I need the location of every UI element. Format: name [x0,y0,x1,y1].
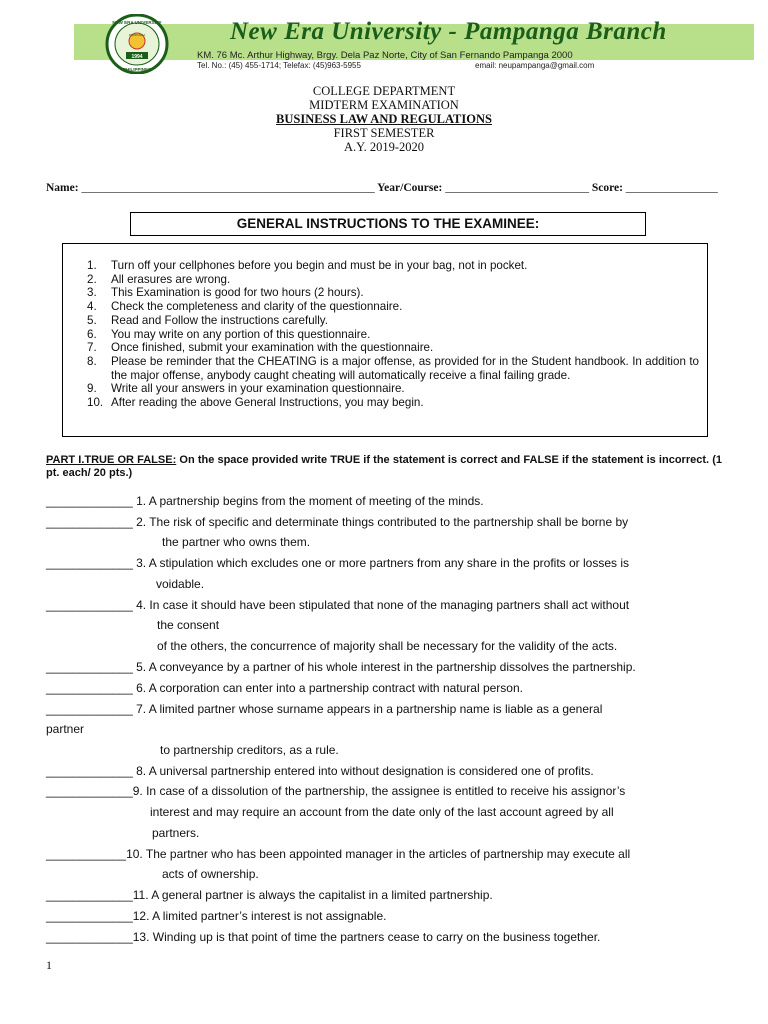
part1-instruction: On the space provided write TRUE if the statement is correct and FALSE if the statement is incorrect. (1 pt. each/ 20 pts.) [46,454,722,479]
name-label: Name: [46,182,79,194]
course-label: Year/Course: [377,182,443,194]
part1-heading [46,454,722,480]
question-10-cont: acts of ownership. [162,867,259,881]
question-4[interactable]: _____________ 4. In case it should have been stipulated that none of the managing partners shall act without [46,598,630,612]
score-field[interactable]: ________________ [625,182,718,194]
question-11[interactable]: _____________11. A general partner is always the capitalist in a limited partnership. [46,888,493,902]
exam-title-block [0,84,768,154]
semester-title: FIRST SEMESTER [333,126,435,140]
question-12[interactable]: _____________12. A limited partner’s interest is not assignable. [46,909,387,923]
seal-year: 1994 [131,54,143,60]
question-7-cont: partner [46,722,85,736]
university-phone: Tel. No.: (45) 455-1714; Telefax: (45)963-5955 [197,61,361,70]
question-3-cont: voidable. [156,577,205,591]
question-6[interactable]: _____________ 6. A corporation can enter into a partnership contract with natural person. [46,681,523,695]
part1-label: PART I.TRUE OR FALSE: [46,454,177,466]
question-7[interactable]: _____________ 7. A limited partner whose surname appears in a partnership name is liable as a general [46,702,603,716]
seal-inner: PAMPANGA [128,33,146,37]
question-13[interactable]: _____________13. Winding up is that point of time the partners cease to carry on the business together. [46,930,601,944]
instruction-text: Please be reminder that the CHEATING is a major offense, as provided for in the Student handbook. In addition to the major offense, anybody caught cheating will automatically receive a final failing grade. [111,354,699,382]
score-label: Score: [591,182,623,194]
instruction-item [87,259,699,273]
instruction-item [87,355,699,382]
university-email: email: neupampanga@gmail.com [475,61,595,70]
instruction-number: 5. [87,313,97,327]
question-9[interactable]: _____________9. In case of a dissolution of the partnership, the assignee is entitled to receive his assignor’s [46,784,626,798]
question-8[interactable]: _____________ 8. A universal partnership entered into without designation is considered one of profits. [46,764,594,778]
instruction-text: After reading the above General Instructions, you may begin. [111,396,424,410]
question-4-cont: the consent [157,618,220,632]
question-5[interactable]: _____________ 5. A conveyance by a partner of his whole interest in the partnership dissolves the partnership. [46,660,636,674]
student-info-line [46,182,718,194]
exam-title: MIDTERM EXAMINATION [309,98,459,112]
instruction-text: Once finished, submit your examination with the questionnaire. [111,341,434,355]
instruction-item [87,328,699,342]
question-3[interactable]: _____________ 3. A stipulation which excludes one or more partners from any share in the profits or losses is [46,556,630,570]
instruction-item [87,382,699,396]
question-9-cont: interest and may require an account from the date only of the last account agreed by all [150,805,614,819]
question-10[interactable]: ____________10. The partner who has been appointed manager in the articles of partnership may execute all [46,847,631,861]
instruction-text: All erasures are wrong. [111,272,231,286]
instruction-item [87,273,699,287]
instruction-number: 8. [87,354,97,368]
instruction-number: 2. [87,272,97,286]
instruction-number: 1. [87,259,97,272]
question-2-cont: the partner who owns them. [162,535,311,549]
instruction-text: Read and Follow the instructions carefully. [111,313,328,327]
question-2[interactable]: _____________ 2. The risk of specific and determinate things contributed to the partnership shall be borne by [46,515,629,529]
seal-country: PHILIPPINES [122,67,152,72]
instruction-text: You may write on any portion of this questionnaire. [111,327,371,341]
question-7-cont2: to partnership creditors, as a rule. [160,743,339,757]
subject-title: BUSINESS LAW AND REGULATIONS [276,112,492,126]
instructions-list [87,259,699,410]
instruction-number: 3. [87,286,97,300]
instructions-heading: GENERAL INSTRUCTIONS TO THE EXAMINEE: [130,212,646,236]
university-name: New Era University - Pampanga Branch [230,18,667,45]
instruction-number: 9. [87,382,97,396]
instruction-item [87,286,699,300]
instruction-text: Write all your answers in your examination questionnaire. [111,382,405,396]
instruction-item [87,314,699,328]
instruction-number: 7. [87,341,97,355]
course-field[interactable]: _________________________ [445,182,589,194]
instruction-text: Turn off your cellphones before you begin and must be in your bag, not in pocket. [111,259,528,272]
instruction-number: 6. [87,327,97,341]
department-title: COLLEGE DEPARTMENT [312,84,456,98]
instruction-item [87,396,699,410]
instruction-number: 4. [87,300,97,314]
instruction-text: Check the completeness and clarity of the questionnaire. [111,300,403,314]
question-4-cont2: of the others, the concurrence of majority shall be necessary for the validity of the acts. [157,639,618,653]
university-address: KM. 76 Mc. Arthur Highway, Brgy. Dela Paz Norte, City of San Fernando Pampanga 2000 [197,50,573,61]
instruction-item [87,341,699,355]
academic-year: A.Y. 2019-2020 [344,140,424,154]
seal-text: NEW ERA UNIVERSITY [112,20,162,25]
instruction-number: 10. [87,396,104,410]
instructions-box [62,243,708,437]
instruction-text: This Examination is good for two hours (2 hours). [111,286,364,300]
question-1[interactable]: _____________ 1. A partnership begins from the moment of meeting of the minds. [46,494,484,508]
page-number: 1 [46,958,52,972]
university-seal-logo [82,14,192,74]
question-9-cont2: partners. [152,826,200,840]
name-field[interactable]: ___________________________________________________ [81,182,375,194]
instruction-item [87,300,699,314]
